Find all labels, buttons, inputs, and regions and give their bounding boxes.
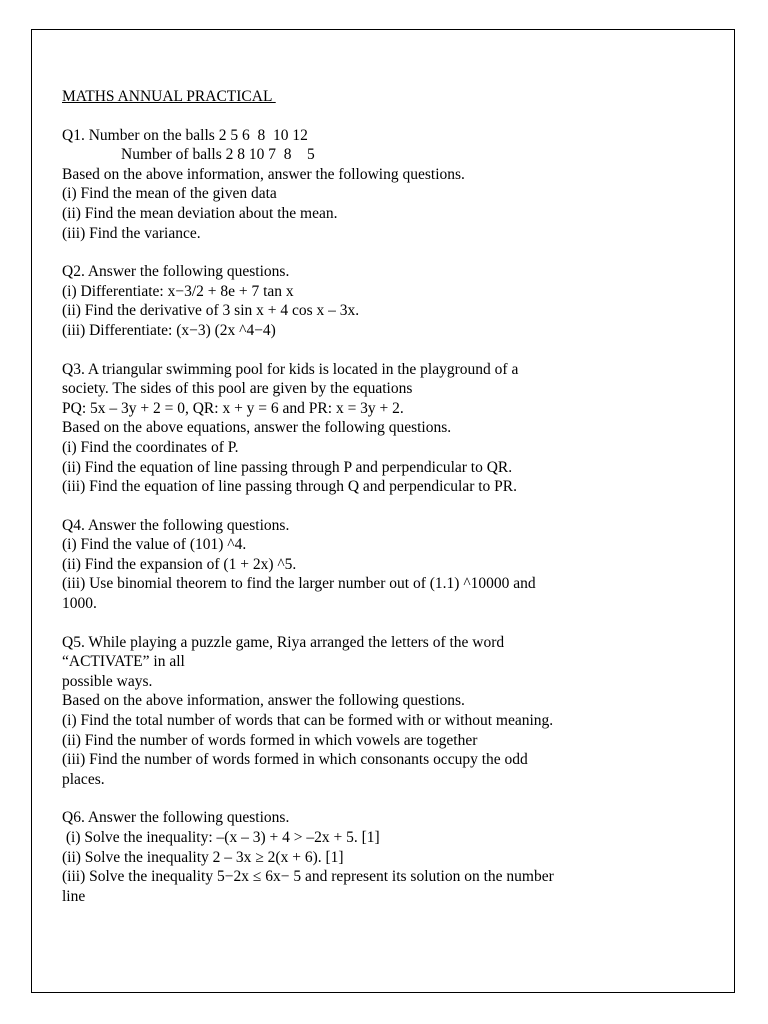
q6-part-1: (i) Solve the inequality: –(x – 3) + 4 > –2x + 5. [1] <box>62 829 380 846</box>
q3-line-3: PQ: 5x – 3y + 2 = 0, QR: x + y = 6 and PR: x = 3y + 2. <box>62 399 404 417</box>
q6-heading: Q6. Answer the following questions. <box>62 809 290 827</box>
q1-part-1: (i) Find the mean of the given data <box>62 185 277 203</box>
document-content <box>62 87 662 906</box>
q3-line-1: Q3. A triangular swimming pool for kids is located in the playground of a <box>62 360 519 378</box>
q5-line-3: possible ways. <box>62 672 153 690</box>
question-2 <box>62 262 662 340</box>
q6-part-3: (iii) Solve the inequality 5−2x ≤ 6x− 5 and represent its solution on the number <box>62 868 554 886</box>
q4-part-2: (ii) Find the expansion of (1 + 2x) ^5. <box>62 555 297 573</box>
q5-line-1: Q5. While playing a puzzle game, Riya arranged the letters of the word <box>62 633 505 651</box>
q1-part-2: (ii) Find the mean deviation about the mean. <box>62 204 338 222</box>
q5-part-3-continued: places. <box>62 770 105 788</box>
q5-part-1: (i) Find the total number of words that can be formed with or without meaning. <box>62 712 554 730</box>
q2-part-2: (ii) Find the derivative of 3 sin x + 4 cos x – 3x. <box>62 302 360 320</box>
q2-part-3: (iii) Differentiate: (x−3) (2x ^4−4) <box>62 321 276 339</box>
q4-heading: Q4. Answer the following questions. <box>62 516 290 534</box>
q3-part-1: (i) Find the coordinates of P. <box>62 438 239 456</box>
q3-intro: Based on the above equations, answer the following questions. <box>62 419 452 437</box>
question-3 <box>62 360 662 497</box>
question-1 <box>62 126 662 244</box>
question-5 <box>62 633 662 790</box>
question-6 <box>62 808 662 906</box>
spacer <box>62 341 662 360</box>
document-title: MATHS ANNUAL PRACTICAL <box>62 88 276 105</box>
q4-part-3-continued: 1000. <box>62 595 97 613</box>
question-4 <box>62 516 662 614</box>
q3-line-2: society. The sides of this pool are given by the equations <box>62 380 413 398</box>
spacer <box>62 614 662 633</box>
q5-part-3: (iii) Find the number of words formed in which consonants occupy the odd <box>62 751 528 769</box>
q5-line-2: “ACTIVATE” in all <box>62 653 185 671</box>
spacer <box>62 497 662 516</box>
q1-intro: Based on the above information, answer the following questions. <box>62 165 465 183</box>
q3-part-3: (iii) Find the equation of line passing through Q and perpendicular to PR. <box>62 478 518 496</box>
q1-line-1: Q1. Number on the balls 2 5 6 8 10 12 <box>62 126 308 144</box>
q1-part-3: (iii) Find the variance. <box>62 224 201 242</box>
q3-part-2: (ii) Find the equation of line passing through P and perpendicular to QR. <box>62 458 513 476</box>
q2-part-1: (i) Differentiate: x−3/2 + 8e + 7 tan x <box>62 282 294 300</box>
q1-line-2: Number of balls 2 8 10 7 8 5 <box>121 146 315 164</box>
q5-intro: Based on the above information, answer the following questions. <box>62 692 465 710</box>
spacer <box>62 789 662 808</box>
q4-part-3: (iii) Use binomial theorem to find the larger number out of (1.1) ^10000 and <box>62 575 536 593</box>
q5-part-2: (ii) Find the number of words formed in which vowels are together <box>62 731 478 749</box>
spacer <box>62 243 662 262</box>
q4-part-1: (i) Find the value of (101) ^4. <box>62 536 247 554</box>
q6-part-3-continued: line <box>62 887 86 905</box>
spacer <box>62 107 662 126</box>
q2-heading: Q2. Answer the following questions. <box>62 263 290 281</box>
q6-part-2: (ii) Solve the inequality 2 – 3x ≥ 2(x + 6). [1] <box>62 848 344 866</box>
